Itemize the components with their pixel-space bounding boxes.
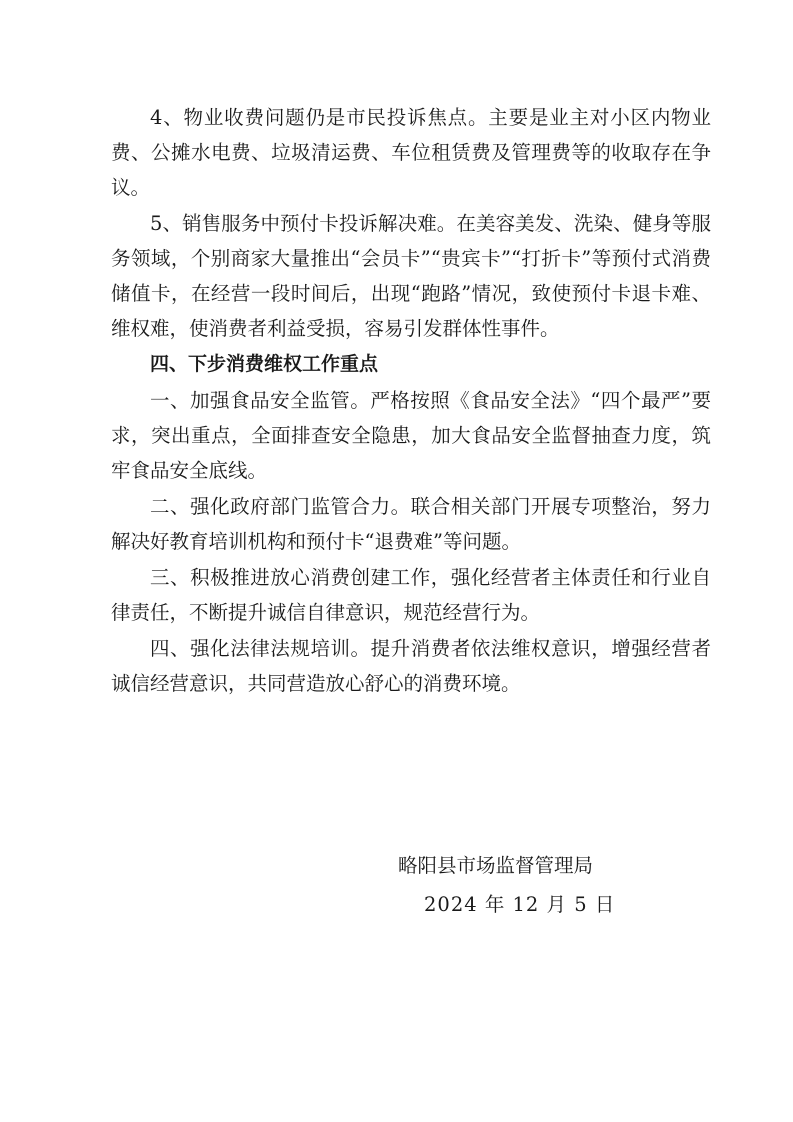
- paragraph-joint-supervision: 二、强化政府部门监管合力。联合相关部门开展专项整治，努力解决好教育培训机构和预付卡“退费难”等问题。: [111, 495, 711, 553]
- paragraph-property-fees: 4、物业收费问题仍是市民投诉焦点。主要是业主对小区内物业费、公摊水电费、垃圾清运费、车位租赁费及管理费等的收取存在争议。: [111, 106, 711, 199]
- signature-date: 2024 年 12 月 5 日: [424, 893, 616, 916]
- signature-block: [398, 848, 678, 922]
- signature-organization: 略阳县市场监督管理局: [398, 854, 594, 877]
- paragraph-food-safety: 一、加强食品安全监管。严格按照《食品安全法》“四个最严”要求，突出重点，全面排查安全隐患，加大食品安全监督抽查力度，筑牢食品安全底线。: [111, 389, 711, 482]
- paragraph-assured-consumption: 三、积极推进放心消费创建工作，强化经营者主体责任和行业自律责任，不断提升诚信自律意识，规范经营行为。: [111, 566, 711, 624]
- paragraph-legal-training: 四、强化法律法规培训。提升消费者依法维权意识，增强经营者诚信经营意识，共同营造放心舒心的消费环境。: [111, 637, 711, 695]
- document-body: [111, 100, 711, 702]
- paragraph-prepaid-cards: 5、销售服务中预付卡投诉解决难。在美容美发、洗染、健身等服务领域，个别商家大量推出“会员卡”“贵宾卡”“打折卡”等预付式消费储值卡，在经营一段时间后，出现“跑路”情况，致使预付卡退卡难、维权难，使消费者利益受损，容易引发群体性事件。: [111, 212, 711, 340]
- section-heading-next-steps: 四、下步消费维权工作重点: [150, 353, 379, 375]
